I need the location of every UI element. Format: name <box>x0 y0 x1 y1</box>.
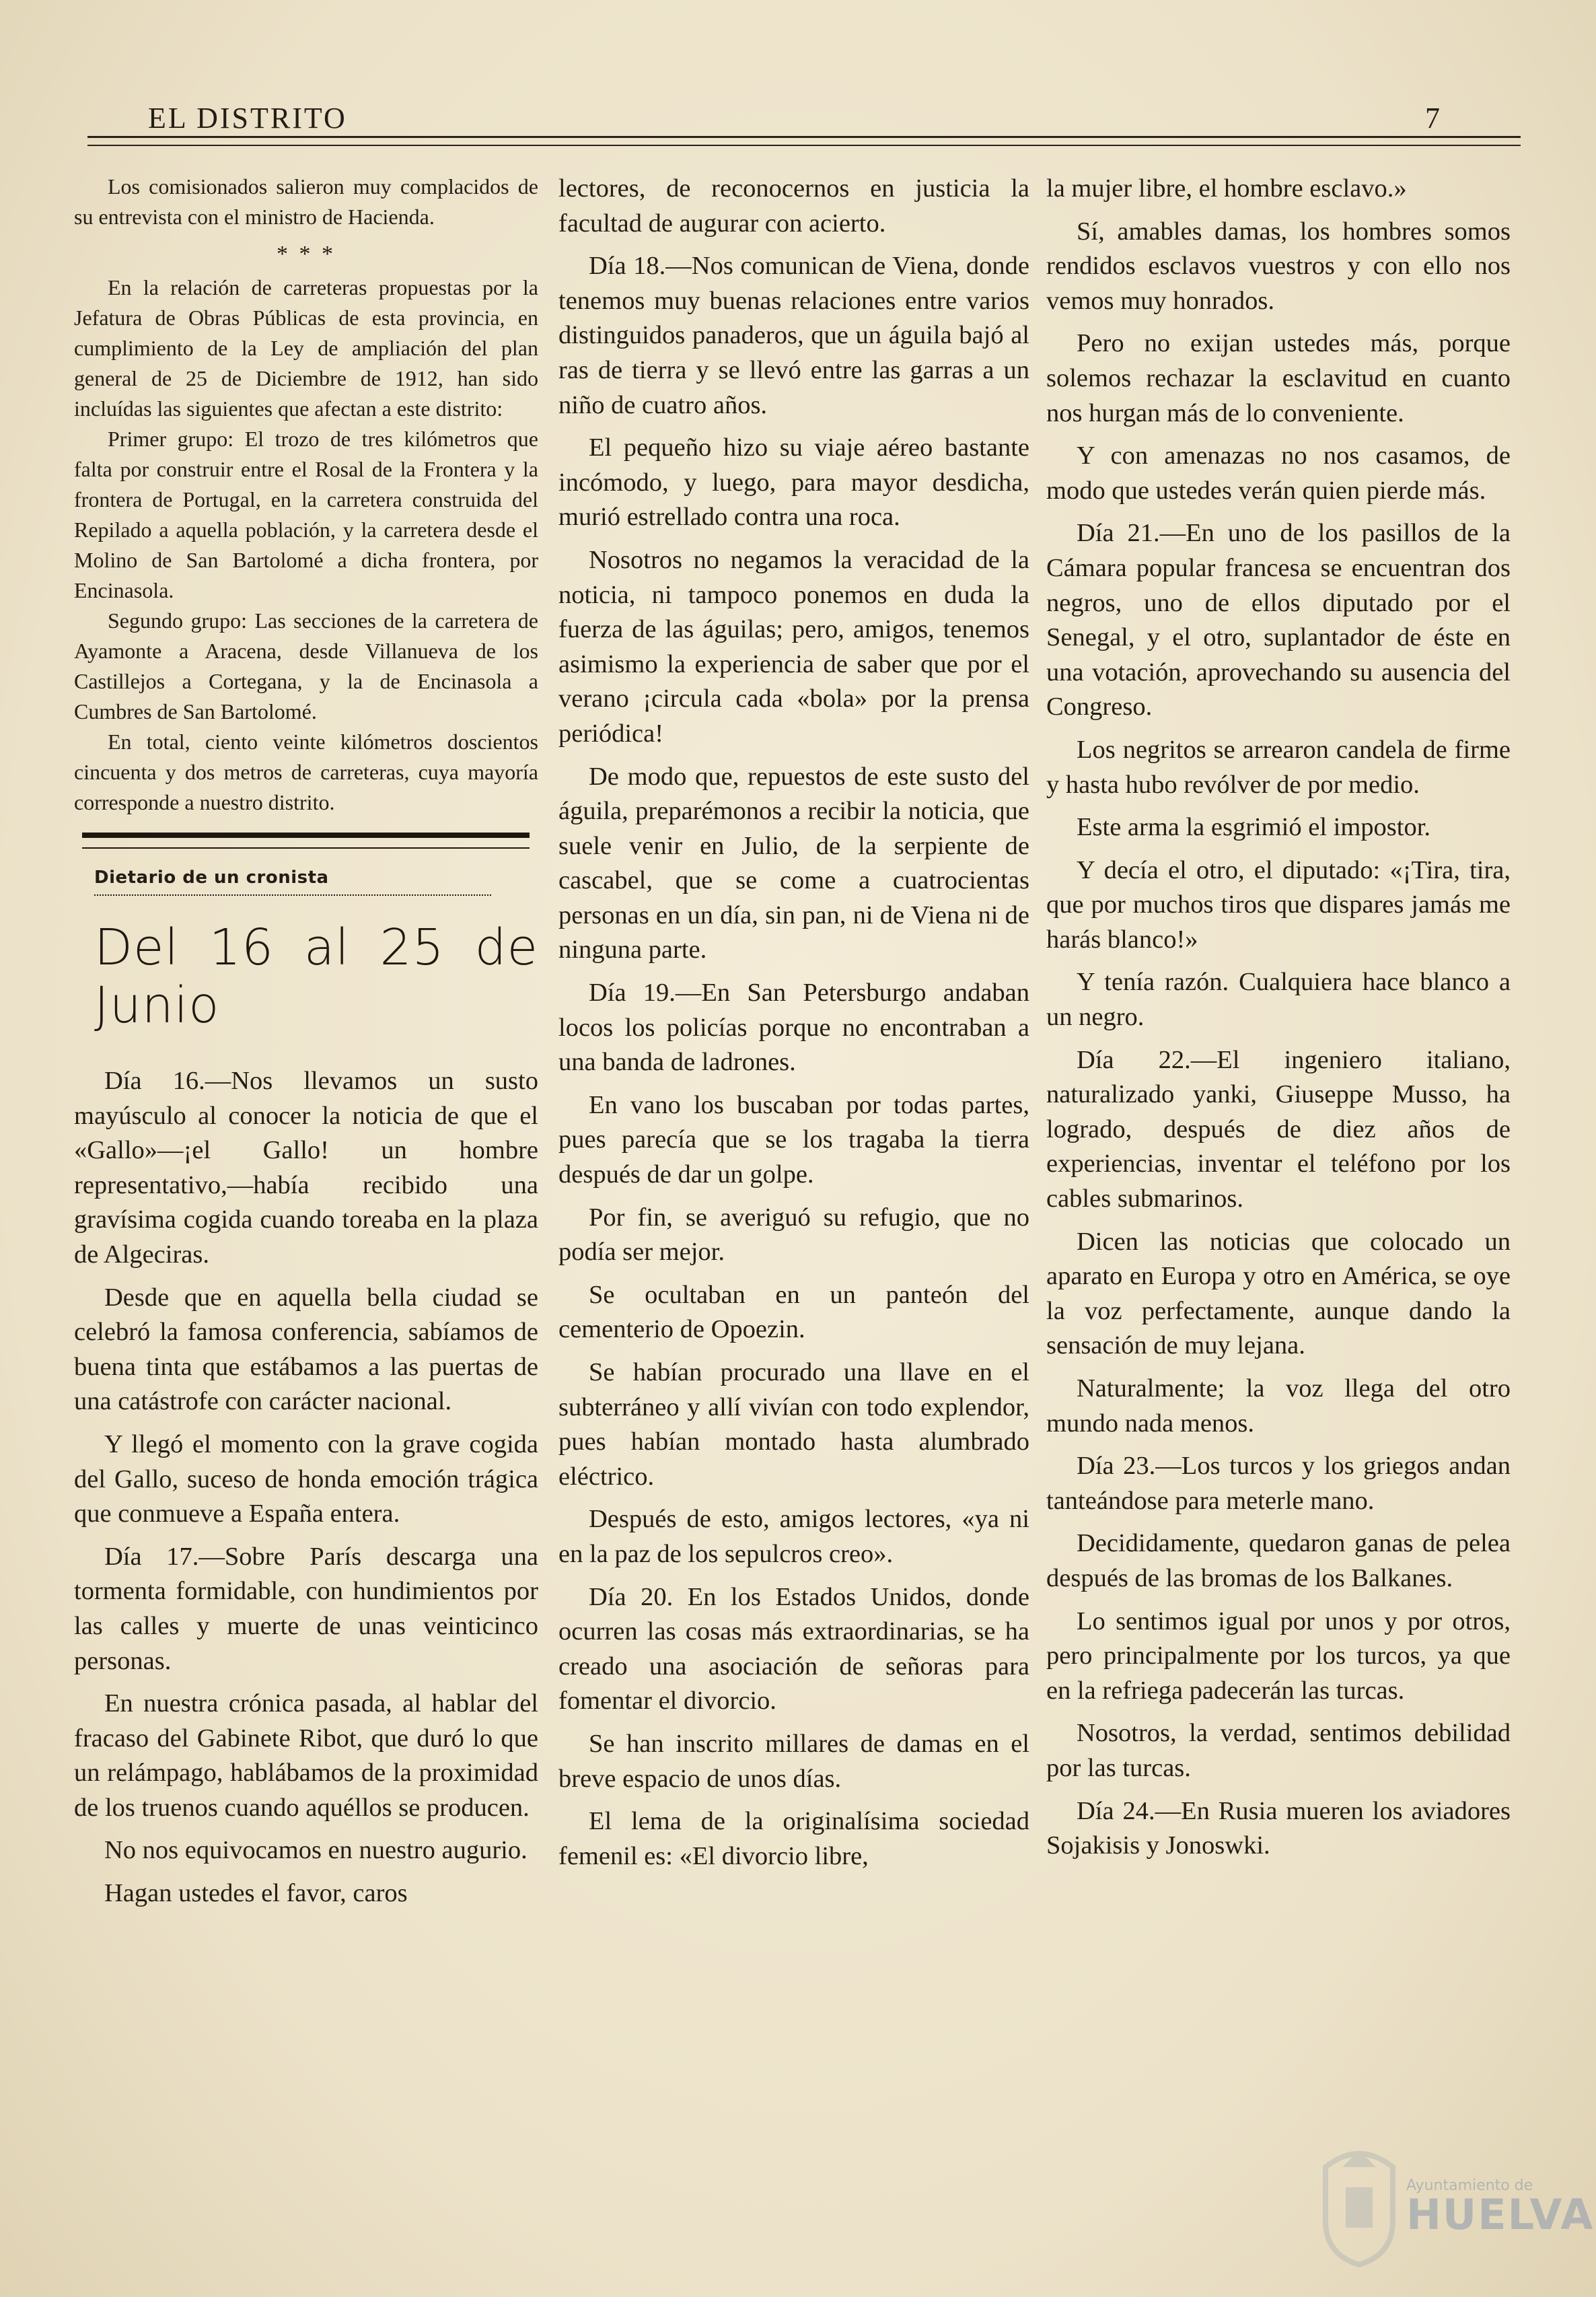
column-1 <box>74 172 538 1919</box>
page-header <box>87 101 1500 141</box>
article-paragraph: Decididamente, quedaron ganas de pelea después de las bromas de los Balkanes. <box>1046 1529 1511 1592</box>
news-briefs <box>74 172 538 818</box>
article-paragraph: Se ocultaban en un panteón del cementerio de Opoezin. <box>558 1280 1029 1344</box>
article-paragraph: Y tenía razón. Cualquiera hace blanco a un negro. <box>1046 968 1511 1032</box>
article-paragraph: Por fin, se averiguó su refugio, que no podía ser mejor. <box>558 1203 1029 1267</box>
article-paragraph: lectores, de reconocernos en justicia la facultad de augurar con acierto. <box>558 174 1029 238</box>
article-paragraph: Los negritos se arrearon candela de firme y hasta hubo revólver de por medio. <box>1046 735 1511 799</box>
article-paragraph: Se han inscrito millares de damas en el breve espacio de unos días. <box>558 1729 1029 1793</box>
column-2 <box>558 172 1029 1882</box>
brief-paragraph: Segundo grupo: Las secciones de la carretera de Ayamonte a Aracena, desde Villanueva de los Castillejos a Cortegana, y la de Encinasola a Cumbres de San Bartolomé. <box>74 608 538 723</box>
article-paragraph: Lo sentimos igual por unos y por otros, pero principalmente por los turcos, ya que en la refriega padecerán las turcas. <box>1046 1606 1511 1705</box>
article-paragraph: El pequeño hizo su viaje aéreo bastante incómodo, y luego, para mayor desdicha, murió estrellado contra una roca. <box>558 433 1029 532</box>
brief-paragraph: Los comisionados salieron muy complacidos de su entrevista con el ministro de Hacienda. <box>74 174 538 229</box>
article-paragraph: Se habían procurado una llave en el subterráneo y allí vivían con todo explendor, pues habían montado hasta alumbrado eléctrico. <box>558 1358 1029 1491</box>
article-paragraph: Naturalmente; la voz llega del otro mundo nada menos. <box>1046 1374 1511 1438</box>
article-paragraph: la mujer libre, el hombre esclavo.» <box>1046 174 1407 203</box>
kicker-underline <box>94 894 491 896</box>
article-paragraph: Día 20. En los Estados Unidos, donde ocurren las cosas más extraordinarias, se ha creado una asociación de señoras para fomentar el divorcio. <box>558 1582 1029 1716</box>
section-divider <box>82 833 530 849</box>
brief-paragraph: Primer grupo: El trozo de tres kilómetros que falta por construir entre el Rosal de la Frontera y la frontera de Portugal, en la carretera construida del Repilado a aquella población, y la carretera desde el Molino de San Bartolomé a dicha frontera, por Encinasola. <box>74 427 538 602</box>
article-paragraph: Día 16.—Nos llevamos un susto mayúsculo al conocer la noticia de que el «Gallo»—¡el Gallo! un hombre representativo,—había recibido una gravísima cogida cuando toreaba en la plaza de Algeciras. <box>74 1067 538 1269</box>
article-paragraph: Día 18.—Nos comunican de Viena, donde tenemos muy buenas relaciones entre varios distinguidos panaderos, que un águila bajó al ras de tierra y se llevó entre las garras a un niño de cuatro años. <box>558 252 1029 419</box>
article-paragraph: Día 19.—En San Petersburgo andaban locos los policías porque no encontraban a una banda de ladrones. <box>558 979 1029 1077</box>
newspaper-title: EL DISTRITO <box>148 102 347 135</box>
brief-paragraph: En la relación de carreteras propuestas por la Jefatura de Obras Públicas de esta provincia, en cumplimiento de la Ley de ampliación del plan general de 25 de Diciembre de 1912, han sido incluídas las siguientes que afectan a este distrito: <box>74 275 538 421</box>
article-paragraph: Pero no exijan ustedes más, porque solemos rechazar la esclavitud en cuanto nos hurgan más de lo conveniente. <box>1046 329 1511 427</box>
article-body <box>74 1064 538 1911</box>
brief-paragraph: En total, ciento veinte kilómetros doscientos cincuenta y dos metros de carreteras, cuya mayoría corresponde a nuestro distrito. <box>74 730 538 814</box>
separator-asterisks: * * * <box>277 242 336 267</box>
article-paragraph: Hagan ustedes el favor, caros <box>104 1879 408 1908</box>
article-paragraph: Dicen las noticias que colocado un aparato en Europa y otro en América, se oye la voz perfectamente, aunque dando la sensación de muy lejana. <box>1046 1227 1511 1360</box>
article-paragraph: Día 24.—En Rusia mueren los aviadores Sojakisis y Jonoswki. <box>1046 1796 1511 1860</box>
article-paragraph: En nuestra crónica pasada, al hablar del fracaso del Gabinete Ribot, que duró lo que un relámpago, hablábamos de la proximidad de los truenos cuando aquéllos se producen. <box>74 1689 538 1822</box>
column-3 <box>1046 172 1511 1872</box>
watermark-line1: Ayuntamiento de <box>1406 2177 1533 2194</box>
article-paragraph: En vano los buscaban por todas partes, pues parecía que se los tragaba la tierra después de dar un golpe. <box>558 1090 1029 1189</box>
article-paragraph: Desde que en aquella bella ciudad se celebró la famosa conferencia, sabíamos de buena tinta que estábamos a las puertas de una catástrofe con carácter nacional. <box>74 1283 538 1416</box>
article-paragraph: Día 22.—El ingeniero italiano, naturalizado yanki, Giuseppe Musso, ha logrado, después de diez años de experiencias, inventar el teléfono por los cables submarinos. <box>1046 1045 1511 1213</box>
article-paragraph: Y con amenazas no nos casamos, de modo que ustedes verán quien pierde más. <box>1046 441 1511 505</box>
city-seal-icon <box>1312 2140 1406 2268</box>
article-paragraph: Después de esto, amigos lectores, «ya ni en la paz de los sepulcros creo». <box>558 1505 1029 1568</box>
article-paragraph: Nosotros, la verdad, sentimos debilidad por las turcas. <box>1046 1719 1511 1782</box>
section-kicker: Dietario de un cronista <box>94 868 329 888</box>
watermark <box>1406 2177 1595 2239</box>
article-paragraph: Este arma la esgrimió el impostor. <box>1077 813 1431 842</box>
article-paragraph: Día 21.—En uno de los pasillos de la Cámara popular francesa se encuentran dos negros, uno de ellos diputado por el Senegal, y el otro, suplantador de éste en una votación, aprovechando su ausencia del Congreso. <box>1046 519 1511 721</box>
header-rule <box>87 136 1521 146</box>
page-number: 7 <box>1425 102 1440 135</box>
article-paragraph: El lema de la originalísima sociedad femenil es: «El divorcio libre, <box>558 1807 1029 1870</box>
watermark-line2: HUELVA <box>1406 2190 1595 2239</box>
article-paragraph: Día 17.—Sobre París descarga una tormenta formidable, con hundimientos por las calles y muerte de unas veinticinco personas. <box>74 1542 538 1675</box>
article-headline: Del 16 al 25 de Junio <box>94 919 538 1034</box>
article-paragraph: De modo que, repuestos de este susto del águila, preparémonos a recibir la noticia, que suele venir en Julio, de la serpiente de cascabel, que se come a cuatrocientas personas en un día, sin pan, ni de Viena ni de ninguna parte. <box>558 762 1029 964</box>
article-paragraph: Día 23.—Los turcos y los griegos andan tanteándose para meterle mano. <box>1046 1452 1511 1515</box>
article-paragraph: Nosotros no negamos la veracidad de la noticia, ni tampoco ponemos en duda la fuerza de las águilas; pero, amigos, tenemos asimismo la experiencia de saber que por el verano ¡circula cada «bola» por la prensa periódica! <box>558 545 1029 748</box>
article-paragraph: Y decía el otro, el diputado: «¡Tira, tira, que por muchos tiros que dispares jamás me harás blanco!» <box>1046 855 1511 954</box>
article-paragraph: Sí, amables damas, los hombres somos rendidos esclavos vuestros y con ello nos vemos muy honrados. <box>1046 217 1511 315</box>
article-paragraph: No nos equivocamos en nuestro augurio. <box>104 1836 528 1865</box>
article-paragraph: Y llegó el momento con la grave cogida del Gallo, suceso de honda emoción trágica que conmueve a España entera. <box>74 1429 538 1528</box>
